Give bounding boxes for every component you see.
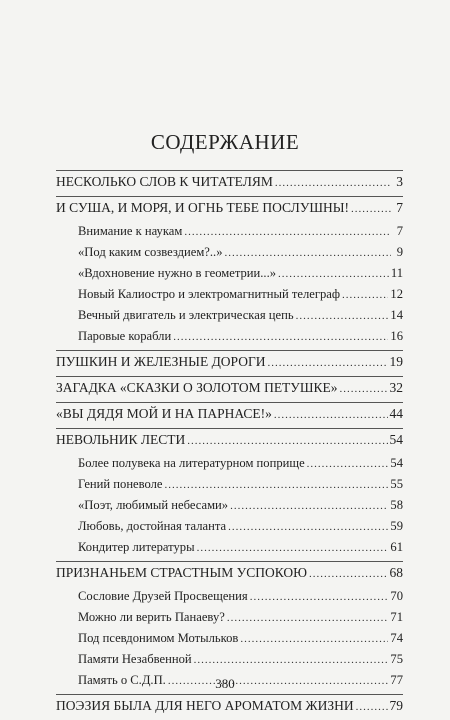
dot-leader bbox=[240, 633, 388, 645]
toc-subsection-entry[interactable] bbox=[56, 477, 403, 498]
subsection-page-number: 14 bbox=[390, 308, 403, 322]
toc-subsection-entry[interactable] bbox=[56, 540, 403, 561]
subsection-title: Можно ли верить Панаеву? bbox=[78, 610, 225, 624]
section-page-number: 68 bbox=[389, 565, 403, 580]
section-title: ПУШКИН И ЖЕЛЕЗНЫЕ ДОРОГИ bbox=[56, 354, 266, 369]
dot-leader bbox=[278, 268, 389, 280]
dot-leader bbox=[165, 479, 389, 491]
toc-subsection-entry[interactable] bbox=[56, 308, 403, 329]
dot-leader bbox=[274, 409, 388, 421]
toc-section-entry[interactable] bbox=[56, 171, 403, 196]
subsection-title: «Под каким созвездием?..» bbox=[78, 245, 223, 259]
toc-subsection-entry[interactable] bbox=[56, 652, 403, 673]
page-title: СОДЕРЖАНИЕ bbox=[150, 130, 300, 154]
dot-leader bbox=[197, 542, 389, 554]
subsection-page-number: 70 bbox=[390, 589, 403, 603]
toc-section-entry[interactable] bbox=[56, 695, 403, 720]
table-of-contents bbox=[56, 170, 403, 720]
page-number: 380 bbox=[215, 676, 235, 691]
subsection-page-number: 74 bbox=[390, 631, 403, 645]
toc-subsection-entry[interactable] bbox=[56, 519, 403, 540]
section-title: ПРИЗНАНЬЕМ СТРАСТНЫМ УСПОКОЮ bbox=[56, 565, 308, 580]
toc-subsection-entry[interactable] bbox=[56, 631, 403, 652]
dot-leader bbox=[230, 500, 388, 512]
dot-leader bbox=[275, 177, 391, 189]
dot-leader bbox=[356, 701, 388, 713]
subsection-title: Внимание к наукам bbox=[78, 224, 183, 238]
section-page-number: 79 bbox=[389, 698, 403, 713]
section-title: НЕВОЛЬНИК ЛЕСТИ bbox=[56, 432, 186, 447]
dot-leader bbox=[187, 435, 387, 447]
toc-section-entry[interactable] bbox=[56, 429, 403, 454]
subsection-list bbox=[56, 224, 403, 350]
subsection-page-number: 9 bbox=[396, 245, 403, 259]
subsection-title: Новый Калиостро и электромагнитный телеграф bbox=[78, 287, 341, 301]
subsection-title: «Поэт, любимый небесами» bbox=[78, 498, 229, 512]
subsection-page-number: 61 bbox=[390, 540, 403, 554]
toc-section-entry[interactable] bbox=[56, 403, 403, 428]
toc-subsection-entry[interactable] bbox=[56, 589, 403, 610]
toc-subsection-entry[interactable] bbox=[56, 266, 403, 287]
toc-subsection-entry[interactable] bbox=[56, 456, 403, 477]
subsection-page-number: 7 bbox=[396, 224, 403, 238]
subsection-title: Сословие Друзей Просвещения bbox=[78, 589, 248, 603]
dot-leader bbox=[296, 310, 389, 322]
toc-subsection-entry[interactable] bbox=[56, 329, 403, 350]
section-title: «ВЫ ДЯДЯ МОЙ И НА ПАРНАСЕ!» bbox=[56, 406, 272, 421]
subsection-page-number: 58 bbox=[390, 498, 403, 512]
subsection-page-number: 55 bbox=[390, 477, 403, 491]
section-title: ЗАГАДКА «СКАЗКИ О ЗОЛОТОМ ПЕТУШКЕ» bbox=[56, 380, 338, 395]
subsection-list bbox=[56, 456, 403, 561]
toc-section-entry[interactable] bbox=[56, 377, 403, 402]
dot-leader bbox=[184, 226, 391, 238]
toc-subsection-entry[interactable] bbox=[56, 287, 403, 308]
subsection-page-number: 75 bbox=[390, 652, 403, 666]
section-page-number: 3 bbox=[396, 174, 403, 189]
subsection-title: Более полувека на литературном поприще bbox=[78, 456, 305, 470]
dot-leader bbox=[173, 331, 388, 343]
section-title: ПОЭЗИЯ БЫЛА ДЛЯ НЕГО АРОМАТОМ ЖИЗНИ bbox=[56, 698, 354, 713]
dot-leader bbox=[351, 203, 391, 215]
subsection-title: «Вдохновение нужно в геометрии...» bbox=[78, 266, 277, 280]
subsection-page-number: 59 bbox=[390, 519, 403, 533]
dot-leader bbox=[342, 289, 388, 301]
subsection-title: Любовь, достойная таланта bbox=[78, 519, 227, 533]
subsection-title: Памяти Незабвенной bbox=[78, 652, 192, 666]
dot-leader bbox=[309, 568, 387, 580]
toc-section-entry[interactable] bbox=[56, 562, 403, 587]
section-page-number: 19 bbox=[389, 354, 403, 369]
subsection-page-number: 71 bbox=[390, 610, 403, 624]
subsection-page-number: 54 bbox=[390, 456, 403, 470]
section-title: НЕСКОЛЬКО СЛОВ К ЧИТАТЕЛЯМ bbox=[56, 174, 273, 189]
dot-leader bbox=[225, 247, 392, 259]
toc-subsection-entry[interactable] bbox=[56, 224, 403, 245]
dot-leader bbox=[339, 383, 387, 395]
toc-subsection-entry[interactable] bbox=[56, 610, 403, 631]
section-page-number: 32 bbox=[389, 380, 403, 395]
subsection-title: Паровые корабли bbox=[78, 329, 172, 343]
section-page-number: 44 bbox=[389, 406, 403, 421]
dot-leader bbox=[227, 612, 389, 624]
subsection-page-number: 11 bbox=[390, 266, 403, 280]
subsection-title: Память о С.Д.П. bbox=[78, 673, 166, 687]
toc-subsection-entry[interactable] bbox=[56, 245, 403, 266]
subsection-title: Вечный двигатель и электрическая цепь bbox=[78, 308, 294, 322]
dot-leader bbox=[194, 654, 389, 666]
dot-leader bbox=[250, 591, 389, 603]
toc-section-entry[interactable] bbox=[56, 197, 403, 222]
section-page-number: 7 bbox=[396, 200, 403, 215]
subsection-title: Гений поневоле bbox=[78, 477, 163, 491]
toc-subsection-entry[interactable] bbox=[56, 498, 403, 519]
subsection-page-number: 77 bbox=[390, 673, 403, 687]
dot-leader bbox=[228, 521, 388, 533]
dot-leader bbox=[307, 458, 389, 470]
subsection-title: Под псевдонимом Мотыльков bbox=[78, 631, 239, 645]
section-title: И СУША, И МОРЯ, И ОГНЬ ТЕБЕ ПОСЛУШНЫ! bbox=[56, 200, 350, 215]
toc-section-entry[interactable] bbox=[56, 351, 403, 376]
subsection-page-number: 12 bbox=[390, 287, 403, 301]
section-page-number: 54 bbox=[389, 432, 403, 447]
subsection-page-number: 16 bbox=[390, 329, 403, 343]
subsection-title: Кондитер литературы bbox=[78, 540, 195, 554]
dot-leader bbox=[268, 357, 388, 369]
